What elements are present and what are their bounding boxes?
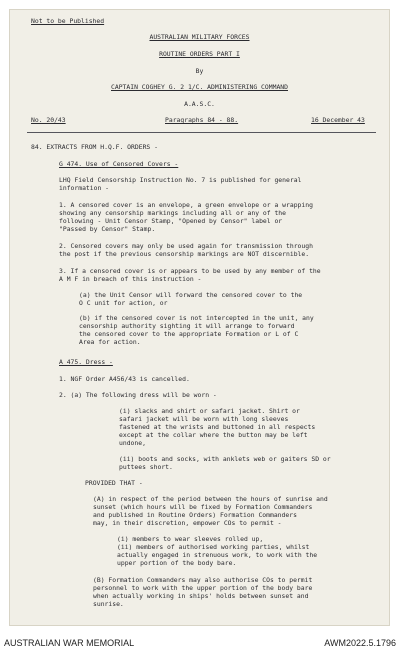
item-b-line-2: personnel to work with the upper portion of the body bare xyxy=(93,584,313,592)
section-84-heading: 84. EXTRACTS FROM H.Q.F. ORDERS - xyxy=(31,143,158,151)
a475-item2: 2. (a) The following dress will be worn - xyxy=(59,391,217,399)
item3-line-1: 3. If a censored cover is or appears to be used by any member of the xyxy=(59,267,321,275)
g474-heading: G 474. Use of Censored Covers - xyxy=(59,160,179,168)
header-rule xyxy=(27,132,376,133)
intro-line-1: LHQ Field Censorship Instruction No. 7 is published for general xyxy=(59,176,302,184)
archive-footer xyxy=(0,636,400,653)
sub-ii-line-2: puttees short. xyxy=(119,463,173,471)
item-a-ii-line-2: actually engaged in strenuous work, to work with the xyxy=(117,551,318,559)
item-a-ii-line-3: upper portion of the body bare. xyxy=(117,559,237,567)
sub-i-line-3: fastened at the wrists and buttoned in all respects xyxy=(119,423,316,431)
item1-line-2: showing any censorship markings including all or any of the xyxy=(59,209,287,217)
item3a-line-1: (a) the Unit Censor will forward the censored cover to the xyxy=(79,291,303,299)
item-a-ii-line-1: (ii) members of authorised working parties, whilst xyxy=(117,543,310,551)
item1-line-4: "Passed by Censor" Stamp. xyxy=(59,225,156,233)
item-a-line-1: (A) in respect of the period between the hours of sunrise and xyxy=(93,495,328,503)
document-page xyxy=(9,9,390,626)
item-b-line-4: sunrise. xyxy=(93,600,124,608)
item-a-line-2: sunset (which hours will be fixed by Formation Commanders xyxy=(93,503,313,511)
item-a-line-4: may, in their discretion, empower COs to permit - xyxy=(93,519,282,527)
item1-line-3: following - Unit Censor Stamp, "Opened by Censor" label or xyxy=(59,217,283,225)
sub-i-line-2: safari jacket will be worn with long sleeves xyxy=(119,415,289,423)
sub-i-line-1: (i) slacks and shirt or safari jacket. Shirt or xyxy=(119,407,300,415)
a475-heading: A 475. Dress - xyxy=(59,358,113,366)
by-label: By xyxy=(195,67,204,75)
archive-name: AUSTRALIAN WAR MEMORIAL xyxy=(4,638,135,648)
item2-line-1: 2. Censored covers may only be used again for transmission through xyxy=(59,242,313,250)
item-a-line-3: and published in Routine Orders) Formation Commanders xyxy=(93,511,297,519)
order-number: No. 20/43 xyxy=(31,116,66,124)
archive-reference: AWM2022.5.1796 xyxy=(324,638,396,648)
order-date: 16 December 43 xyxy=(311,116,365,124)
item3-line-2: A M F in breach of this instruction - xyxy=(59,275,202,283)
not-published-label: Not to be Published xyxy=(31,17,105,25)
item-b-line-3: when actually working in ships' holds between sunset and xyxy=(93,592,309,600)
item3b-line-4: Area for action. xyxy=(79,338,141,346)
officer-line: CAPTAIN COGHEY G. 2 1/C. ADMINISTERING COMMAND xyxy=(111,83,288,91)
orders-title: ROUTINE ORDERS PART I xyxy=(159,50,240,58)
unit-line: A.A.S.C. xyxy=(184,100,215,108)
a475-item1: 1. NGF Order A456/43 is cancelled. xyxy=(59,375,190,383)
item-a-i: (i) members to wear sleeves rolled up, xyxy=(117,535,264,543)
item3a-line-2: O C unit for action, or xyxy=(79,299,168,307)
provided-heading: PROVIDED THAT - xyxy=(85,479,143,487)
item3b-line-2: censorship authority sighting it will arrange to forward xyxy=(79,322,295,330)
item3b-line-1: (b) if the censored cover is not intercepted in the unit, any xyxy=(79,314,314,322)
item3b-line-3: the censored cover to the appropriate Formation or L of C xyxy=(79,330,299,338)
item1-line-1: 1. A censored cover is an envelope, a green envelope or a wrapping xyxy=(59,201,313,209)
intro-line-2: information - xyxy=(59,184,110,192)
force-title: AUSTRALIAN MILITARY FORCES xyxy=(149,33,250,41)
paragraphs-range: Paragraphs 84 - 88. xyxy=(165,116,239,124)
item-b-line-1: (B) Formation Commanders may also authorise COs to permit xyxy=(93,576,313,584)
sub-i-line-4: except at the collar where the button may be left xyxy=(119,431,308,439)
sub-i-line-5: undone, xyxy=(119,439,146,447)
sub-ii-line-1: (ii) boots and socks, with anklets web or gaiters SD or xyxy=(119,455,331,463)
item2-line-2: the post if the previous censorship markings are NOT discernible. xyxy=(59,250,310,258)
